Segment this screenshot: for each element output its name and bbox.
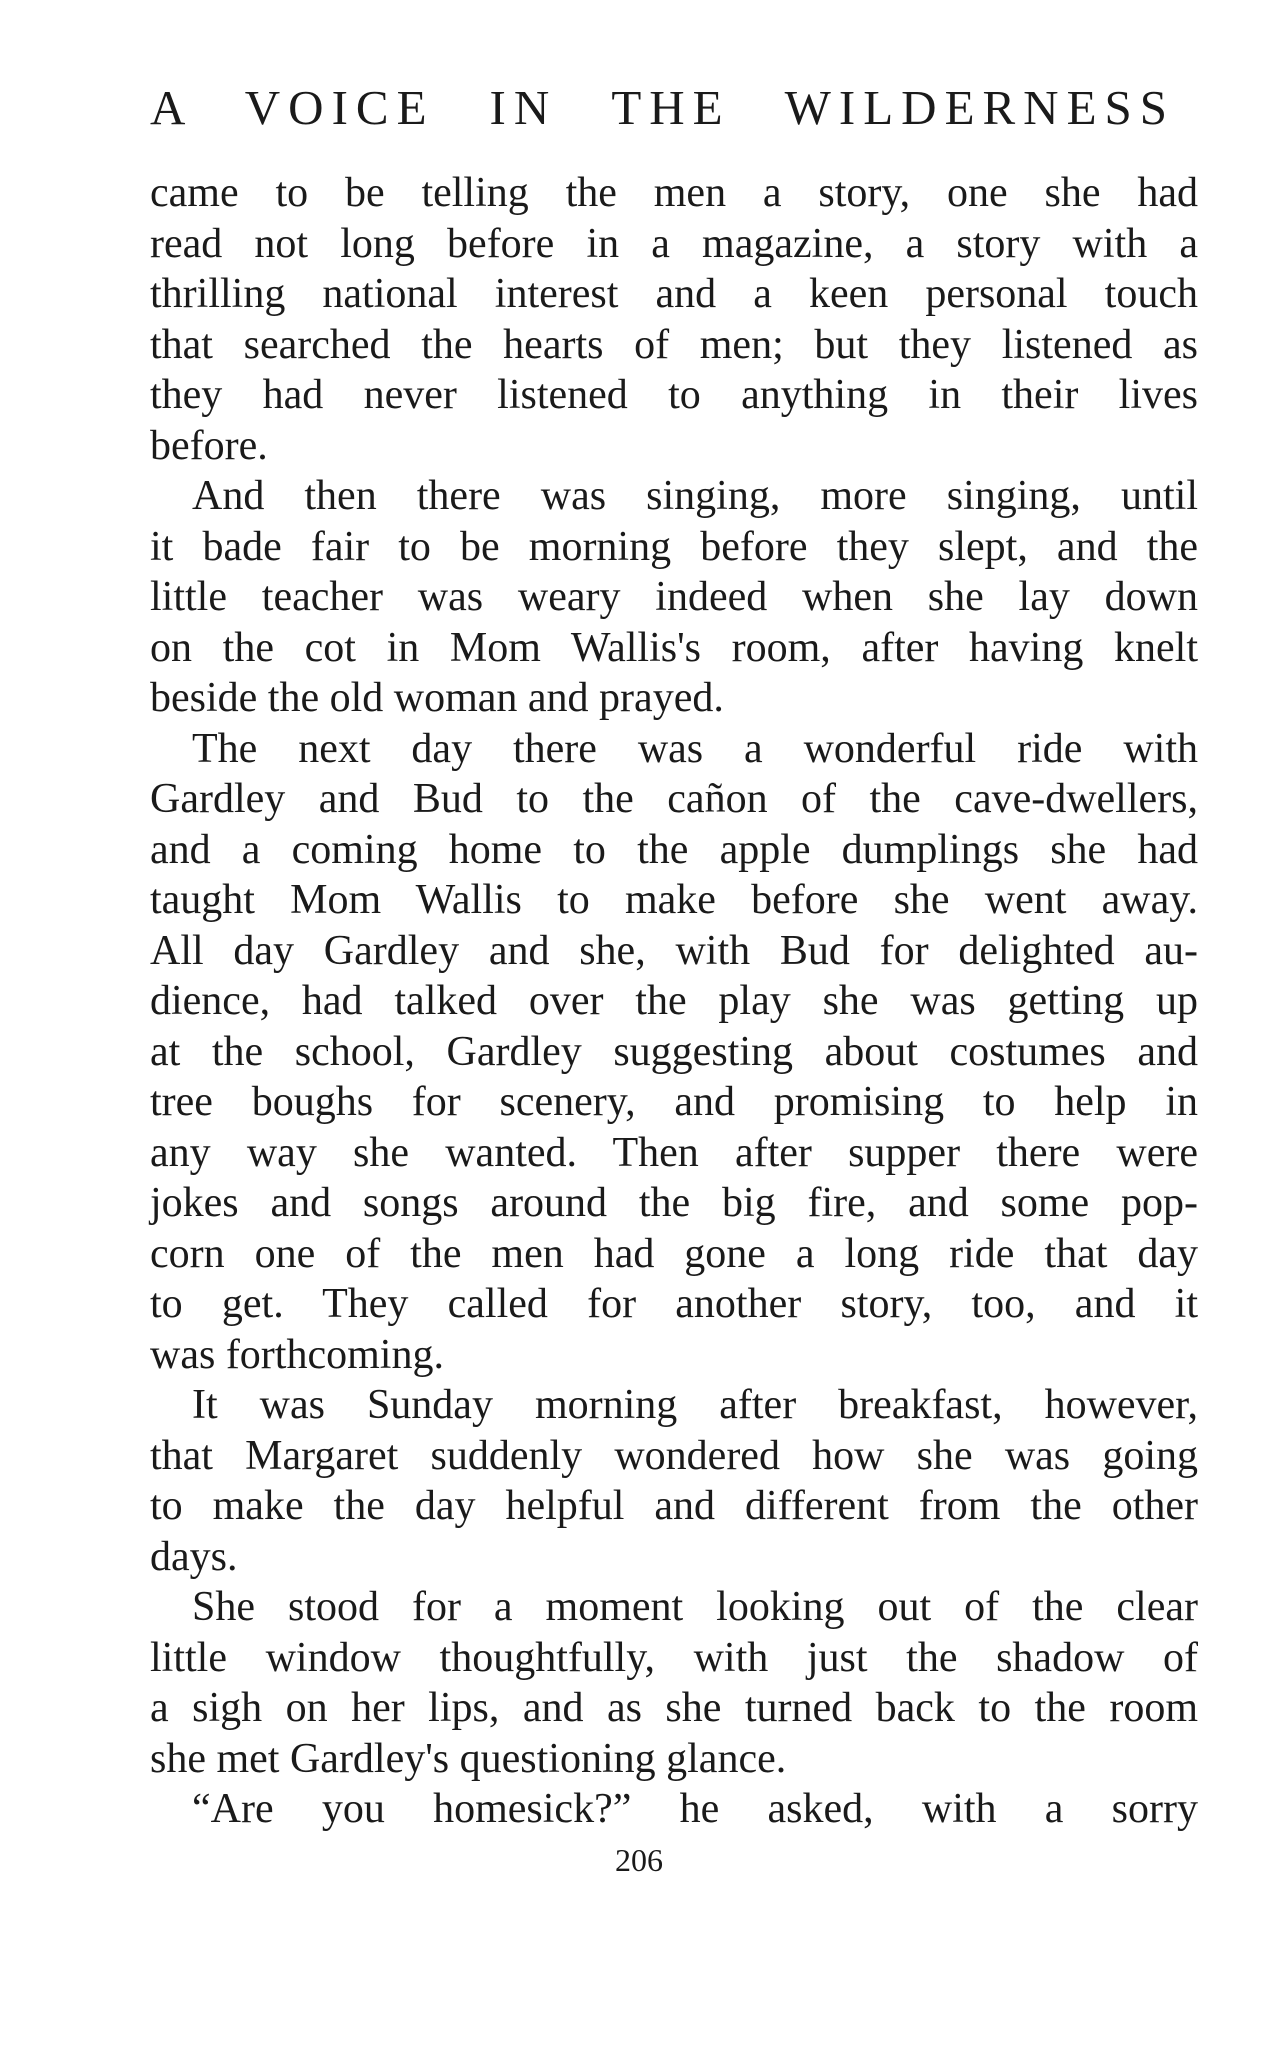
paragraph xyxy=(150,1784,1198,1835)
text-line: “Are you homesick?” he asked, with a sorry xyxy=(192,1786,1198,1832)
text-line: came to be telling the men a story, one she had xyxy=(150,170,1198,216)
text-line: thrilling national interest and a keen personal touch xyxy=(150,271,1198,317)
text-line: Gardley and Bud to the cañon of the cave-dwellers, xyxy=(150,776,1198,822)
text-line: and a coming home to the apple dumplings she had xyxy=(150,826,1198,873)
text-line: was forthcoming. xyxy=(150,1331,444,1378)
text-line: she met Gardley's questioning glance. xyxy=(150,1735,787,1782)
text-line: beside the old woman and prayed. xyxy=(150,675,724,721)
text-line: tree boughs for scenery, and promising to help in xyxy=(150,1079,1198,1125)
text-line: little window thoughtfully, with just the shadow of xyxy=(150,1634,1198,1681)
text-line: read not long before in a magazine, a story with a xyxy=(150,220,1198,267)
text-line: before. xyxy=(150,422,268,469)
page-number: 206 xyxy=(615,1842,663,1878)
text-line: taught Mom Wallis to make before she went away. xyxy=(150,877,1198,923)
text-line: that searched the hearts of men; but they listened as xyxy=(150,321,1198,368)
text-line: that Margaret suddenly wondered how she was going xyxy=(150,1432,1198,1479)
body-text xyxy=(150,168,1198,1835)
text-line: days. xyxy=(150,1533,238,1580)
paragraph xyxy=(150,471,1198,724)
text-line: they had never listened to anything in their lives xyxy=(150,372,1198,418)
text-line: little teacher was weary indeed when she lay down xyxy=(150,574,1198,620)
running-head: A VOICE IN THE WILDERNESS xyxy=(150,80,1175,135)
text-line: The next day there was a wonderful ride with xyxy=(192,725,1198,772)
paragraph xyxy=(150,168,1198,471)
text-line: dience, had talked over the play she was getting up xyxy=(150,978,1198,1024)
paragraph xyxy=(150,724,1198,1381)
paragraph xyxy=(150,1380,1198,1582)
text-line: And then there was singing, more singing, until xyxy=(192,473,1198,519)
text-line: All day Gardley and she, with Bud for delighted au- xyxy=(150,927,1198,974)
text-line: She stood for a moment looking out of the clear xyxy=(192,1584,1198,1630)
text-line: it bade fair to be morning before they slept, and the xyxy=(150,523,1198,570)
text-line: on the cot in Mom Wallis's room, after having knelt xyxy=(150,624,1198,671)
text-line: any way she wanted. Then after supper there were xyxy=(150,1129,1198,1176)
text-line: It was Sunday morning after breakfast, however, xyxy=(192,1382,1198,1428)
text-line: a sigh on her lips, and as she turned back to the room xyxy=(150,1685,1198,1731)
text-line: to make the day helpful and different from the other xyxy=(150,1483,1198,1529)
text-line: jokes and songs around the big fire, and some pop- xyxy=(150,1180,1198,1226)
paragraph xyxy=(150,1582,1198,1784)
text-line: to get. They called for another story, too, and it xyxy=(150,1281,1198,1327)
text-line: at the school, Gardley suggesting about costumes and xyxy=(150,1028,1198,1075)
text-line: corn one of the men had gone a long ride that day xyxy=(150,1230,1198,1277)
